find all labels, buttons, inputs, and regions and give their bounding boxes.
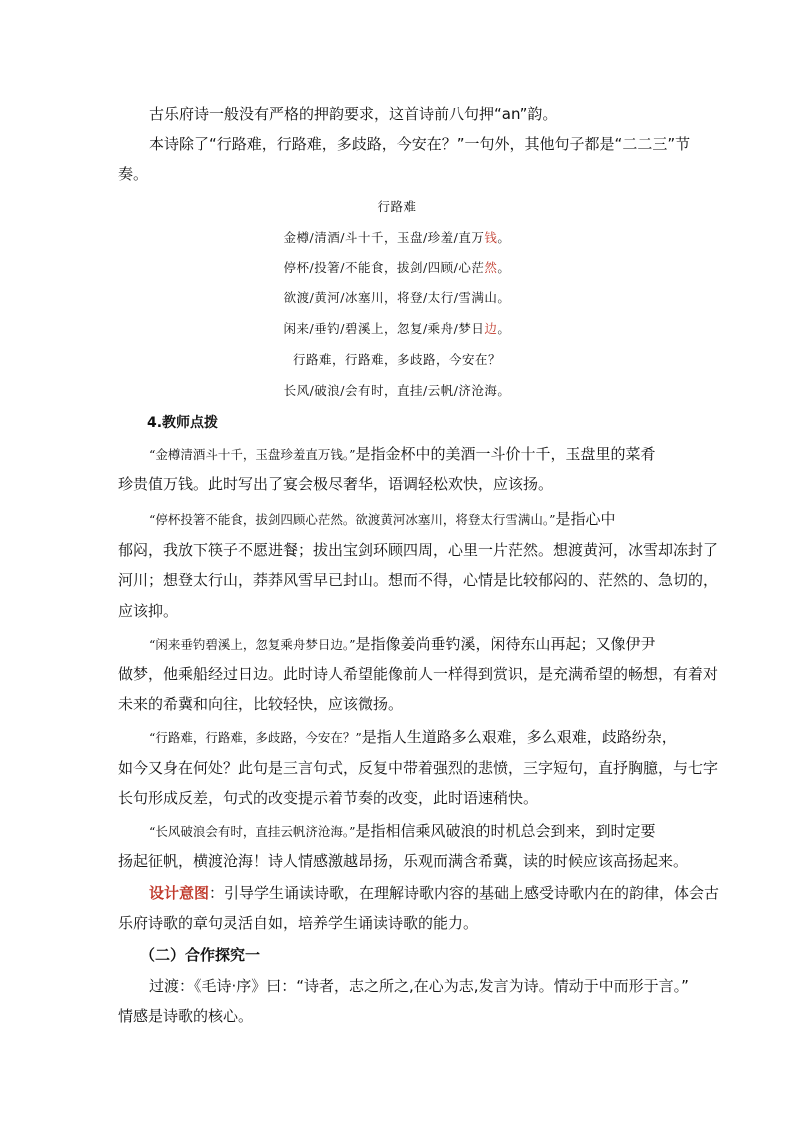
intro-paragraph-2-line-2: 奏。 — [118, 165, 149, 183]
guidance-paragraph-4-line-2: 如今又身在何处？此句是三言句式，反复中带着强烈的悲愤，三字短句，直抒胸臆，与七字 — [118, 759, 719, 777]
poem-line: 金樽/清酒/斗十千，玉盘/珍羞/直万钱。 — [283, 230, 511, 245]
design-intent-label: 设计意图 — [149, 884, 210, 902]
section-heading-teacher-guidance: 4.教师点拨 — [147, 415, 219, 431]
transition-line-1: 过渡：《毛诗·序》曰：“诗者，志之所之,在心为志,发言为诗。情动于中而形于言。” — [149, 977, 689, 995]
guidance-paragraph-3-line-1: “闲来垂钓碧溪上，忽复乘舟梦日边。”是指像姜尚垂钓溪，闲待东山再起；又像伊尹 — [149, 635, 656, 653]
guidance-paragraph-2-line-4: 应该抑。 — [118, 602, 179, 620]
poem-line: 闲来/垂钓/碧溪上，忽复/乘舟/梦日边。 — [283, 321, 511, 336]
guidance-paragraph-1-line-2: 珍贵值万钱。此时写出了宴会极尽奢华，语调轻松欢快，应该扬。 — [118, 475, 554, 493]
design-intent-line-2: 乐府诗歌的章句灵活自如，培养学生诵读诗歌的能力。 — [118, 914, 479, 932]
guidance-paragraph-3-line-3: 未来的希冀和向往，比较轻快，应该微扬。 — [118, 695, 404, 713]
poem-line: 行路难，行路难，多歧路，今安在？ — [292, 352, 501, 367]
intro-paragraph-2-line-1: 本诗除了“行路难，行路难，多歧路，今安在？”一句外，其他句子都是“二二三”节 — [149, 135, 691, 153]
guidance-paragraph-2-line-2: 郁闷，我放下筷子不愿进餐；拔出宝剑环顾四周，心里一片茫然。想渡黄河，冰雪却冻封了 — [118, 541, 719, 559]
poem-title: 行路难 — [377, 199, 417, 214]
poem-line: 长风/破浪/会有时，直挂/云帆/济沧海。 — [283, 383, 511, 398]
guidance-paragraph-2-line-3: 河川；想登太行山，莽莽风雪早已封山。想而不得，心情是比较郁闷的、茫然的、急切的， — [118, 571, 719, 589]
guidance-paragraph-4-line-3: 长句形成反差，句式的改变提示着节奏的改变，此时语速稍快。 — [118, 789, 539, 807]
guidance-paragraph-4-line-1: “行路难，行路难，多歧路，今安在？”是指人生道路多么艰难，多么艰难，歧路纷杂， — [149, 728, 677, 746]
guidance-paragraph-2-line-1: “停杯投箸不能食，拔剑四顾心茫然。欲渡黄河冰塞川，将登太行雪满山。”是指心中 — [149, 510, 616, 528]
guidance-paragraph-1-line-1: “金樽清酒斗十千，玉盘珍羞直万钱。”是指金杯中的美酒一斗价十千，玉盘里的菜肴 — [149, 445, 656, 463]
guidance-paragraph-3-line-2: 做梦，他乘船经过日边。此时诗人希望能像前人一样得到赏识，是充满希望的畅想，有着对 — [118, 665, 719, 683]
poem-line: 停杯/投箸/不能食，拔剑/四顾/心茫然。 — [283, 260, 511, 275]
intro-paragraph-1: 古乐府诗一般没有严格的押韵要求，这首诗前八句押“an”韵。 — [149, 105, 558, 123]
transition-line-2: 情感是诗歌的核心。 — [118, 1007, 254, 1025]
poem-line: 欲渡/黄河/冰塞川，将登/太行/雪满山。 — [283, 290, 511, 305]
guidance-paragraph-5-line-2: 扬起征帆，横渡沧海！诗人情感激越昂扬，乐观而满含希冀，读的时候应该高扬起来。 — [118, 852, 689, 870]
design-intent-line-1: 设计意图：引导学生诵读诗歌，在理解诗歌内容的基础上感受诗歌内在的韵律，体会古 — [149, 884, 720, 902]
section-heading-cooperative-inquiry: （二）合作探究一 — [140, 946, 261, 964]
guidance-paragraph-5-line-1: “长风破浪会有时，直挂云帆济沧海。”是指相信乘风破浪的时机总会到来，到时定要 — [149, 822, 656, 840]
